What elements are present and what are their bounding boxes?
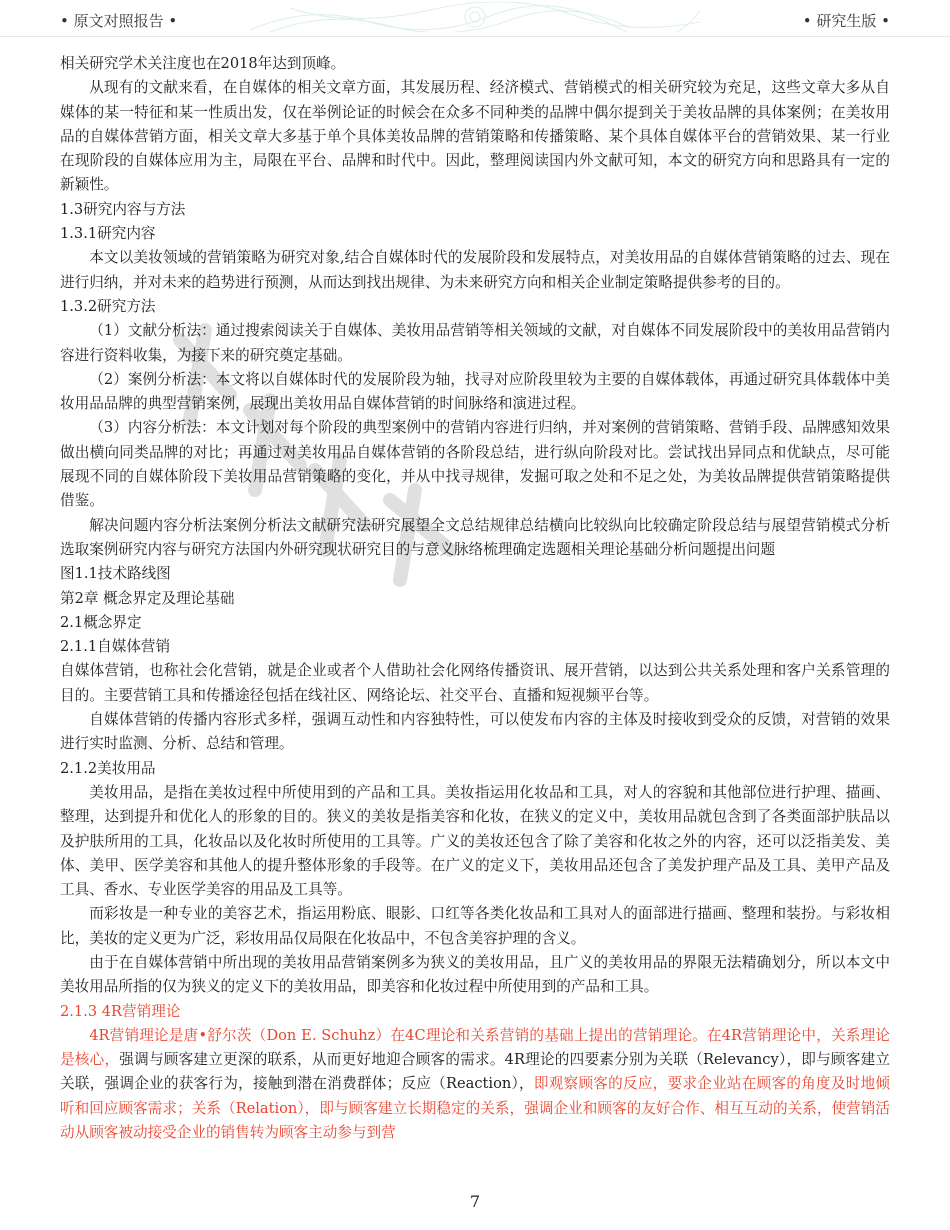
paragraph-literature-review: 从现有的文献来看，在自媒体的相关文章方面，其发展历程、经济模式、营销模式的相关研究较为充足，这些文章大多从自媒体的某一特征和某一性质出发，仅在举例论证的时候会在众多不同种类的品牌中偶尔提到关于美妆品牌的具体案例；在美妆用品的自媒体营销方面，相关文章大多基于单个具体美妆品牌的营销策略和传播策略、某个具体自媒体平台的营销效果、某一行业在现阶段的自媒体应用为主，局限在平台、品牌和时代中。因此，整理阅读国内外文献可知，本文的研究方向和思路具有一定的新颖性。: [60, 79, 890, 194]
heading-2-1-2: 2.1.2美妆用品: [60, 759, 156, 777]
paragraph-attention-peak: 相关研究学术关注度也在2018年达到顶峰。: [60, 55, 346, 72]
heading-1-3-2: 1.3.2研究方法: [60, 297, 156, 315]
header-left-label: • 原文对照报告 •: [60, 12, 178, 30]
page-number: 7: [469, 1192, 481, 1211]
header-right-label: • 研究生版 •: [802, 12, 890, 30]
paragraph-makeup: 而彩妆是一种专业的美容艺术，指运用粉底、眼影、口红等各类化妆品和工具对人的面部进行描画、整理和装扮。与彩妆相比，美妆的定义更为广泛，彩妆用品仅局限在化妆品中，不包含美容护理的含义。: [60, 905, 890, 947]
heading-1-3: 1.3研究内容与方法: [60, 200, 186, 218]
paragraph-roadmap-text: 解决问题内容分析法案例分析法文献研究法研究展望全文总结规律总结横向比较纵向比较确定阶段总结与展望营销模式分析选取案例研究内容与研究方法国内外研究现状研究目的与意义脉络梳理确定选题相关理论基础分析问题提出问题: [60, 516, 890, 558]
paragraph-method-literature: （1）文献分析法：通过搜索阅读关于自媒体、美妆用品营销等相关领域的文献，对自媒体不同发展阶段中的美妆用品营销内容进行资料收集，为接下来的研究奠定基础。: [60, 322, 890, 364]
paragraph-research-content: 本文以美妆领域的营销策略为研究对象,结合自媒体时代的发展阶段和发展特点，对美妆用品的自媒体营销策略的过去、现在进行归纳，并对未来的趋势进行预测，从而达到找出规律、为未来研究方向和相关企业制定策略提供参考的目的。: [60, 249, 890, 291]
paragraph-self-media-content: 自媒体营销的传播内容形式多样，强调互动性和内容独特性，可以使发布内容的主体及时接收到受众的反馈，对营销的效果进行实时监测、分析、总结和管理。: [60, 711, 890, 753]
paragraph-beauty-products: 美妆用品，是指在美妆过程中所使用到的产品和工具。美妆指运用化妆品和工具，对人的容貌和其他部位进行护理、描画、整理，达到提升和优化人的形象的目的。狭义的美妆是指美容和化妆，在狭义的定义中，美妆用品就包含到了各类面部护肤品以及护肤所用的工具，化妆品以及化妆时所使用的工具等。广义的美妆还包含了除了美容和化妆之外的内容，还可以泛指美发、美体、美甲、医学美容和其他人的提升整体形象的手段等。在广义的定义下，美妆用品还包含了美发护理产品及工具、美甲产品及工具、香水、专业医学美容的用品及工具等。: [60, 783, 890, 899]
plain-text: 强调与顾客建立更深的联系，从而更好地迎合顾客的需求。4R理论的四要素分别为关联（Relevancy），即与顾客建立关联，强调企业的获客行为，接触到潜在消费群体；反应（Reaction），: [60, 1051, 890, 1093]
report-header: [0, 0, 950, 37]
figure-caption: 图1.1技术路线图: [60, 565, 171, 583]
heading-2-1: 2.1概念界定: [60, 613, 142, 631]
heading-2-1-3: 2.1.3 4R营销理论: [60, 1002, 181, 1020]
paragraph-scope: 由于在自媒体营销中所出现的美妆用品营销案例多为狭义的美妆用品，且广义的美妆用品的界限无法精确划分，所以本文中美妆用品所指的仅为狭义的定义下的美妆用品，即美容和化妆过程中所使用到的产品和工具。: [60, 953, 890, 996]
chapter-2-title: 第2章 概念界定及理论基础: [60, 589, 235, 607]
highlight-text-1: 4R营销理论是唐•舒尔茨（Don E. Schuhz）在4C理论和关系营销的基础上提出的营销理论。在4R营销理论中，关系理论是核心，: [60, 1026, 890, 1069]
document-body: [60, 52, 890, 1145]
paragraph-method-content: （3）内容分析法：本文计划对每个阶段的典型案例中的营销内容进行归纳，并对案例的营销策略、营销手段、品牌感知效果做出横向同类品牌的对比；再通过对美妆用品自媒体营销的各阶段总结，进行纵向阶段对比。尝试找出异同点和优缺点，尽可能展现不同的自媒体阶段下美妆用品营销策略的变化，并从中找寻规律，发掘可取之处和不足之处，为美妆品牌提供营销策略提供借鉴。: [60, 419, 890, 510]
paragraph-4r-theory: [60, 1024, 890, 1145]
heading-2-1-1: 2.1.1自媒体营销: [60, 638, 171, 656]
paragraph-method-case: （2）案例分析法：本文将以自媒体时代的发展阶段为轴，找寻对应阶段里较为主要的自媒体载体，再通过研究具体载体中美妆用品品牌的典型营销案例，展现出美妆用品自媒体营销的时间脉络和演进过程。: [60, 370, 890, 413]
header-decoration: [250, 2, 700, 32]
paragraph-self-media-definition: 自媒体营销，也称社会化营销，就是企业或者个人借助社会化网络传播资讯、展开营销，以达到公共关系处理和客户关系管理的目的。主要营销工具和传播途径包括在线社区、网络论坛、社交平台、直播和短视频平台等。: [60, 662, 890, 704]
highlight-text-2: 即观察顾客的反应，要求企业站在顾客的角度及时地倾听和回应顾客需求；关系（Relation），即与顾客建立长期稳定的关系，强调企业和顾客的友好合作、相互互动的关系，使营销活动从顾客被动接受企业的销售转为顾客主动参与到营: [60, 1075, 890, 1142]
heading-1-3-1: 1.3.1研究内容: [60, 225, 156, 243]
